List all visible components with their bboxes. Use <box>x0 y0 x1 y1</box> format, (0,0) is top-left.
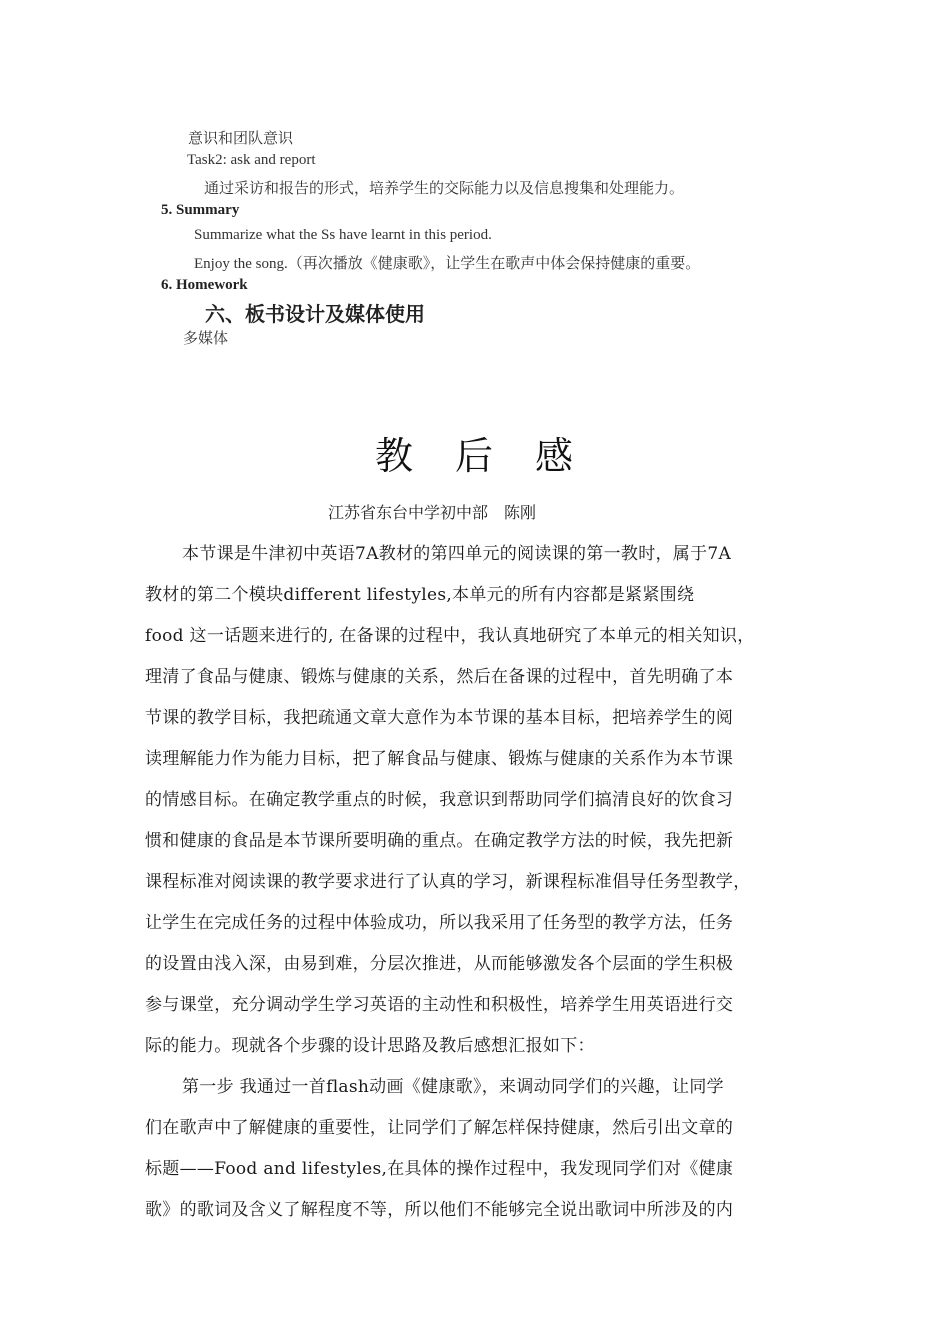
paragraph-line: 惯和健康的食品是本节课所要明确的重点。在确定教学方法的时候，我先把新 <box>145 831 734 851</box>
paragraph-line: 理清了食品与健康、锻炼与健康的关系，然后在备课的过程中，首先明确了本 <box>145 667 734 687</box>
section-six-heading: 六、板书设计及媒体使用 <box>205 302 425 326</box>
paragraph-line: 的情感目标。在确定教学重点的时候，我意识到帮助同学们搞清良好的饮食习 <box>145 790 734 810</box>
paragraph-line: 们在歌声中了解健康的重要性，让同学们了解怎样保持健康，然后引出文章的 <box>145 1118 734 1138</box>
paragraph-line: 节课的教学目标，我把疏通文章大意作为本节课的基本目标，把培养学生的阅 <box>145 708 734 728</box>
paragraph-line: 教材的第二个模块different lifestyles,本单元的所有内容都是紧紧围绕 <box>145 585 695 605</box>
paragraph-line: 参与课堂，充分调动学生学习英语的主动性和积极性，培养学生用英语进行交 <box>145 995 734 1015</box>
summary-line-1: Summarize what the Ss have learnt in this period. <box>194 227 492 243</box>
paragraph-line: 歌》的歌词及含义了解程度不等，所以他们不能够完全说出歌词中所涉及的内 <box>145 1200 734 1220</box>
paragraph-line: 际的能力。现就各个步骤的设计思路及教后感想汇报如下： <box>145 1036 595 1056</box>
paragraph-line: 课程标准对阅读课的教学要求进行了认真的学习，新课程标准倡导任务型教学， <box>145 872 751 892</box>
paragraph-line: 第一步 我通过一首flash动画《健康歌》，来调动同学们的兴趣，让同学 <box>182 1077 724 1097</box>
paragraph-line: 的设置由浅入深，由易到难，分层次推进，从而能够激发各个层面的学生积极 <box>145 954 734 974</box>
reflection-title: 教后感 <box>375 434 616 478</box>
media-text: 多媒体 <box>183 331 229 347</box>
paragraph-line: food 这一话题来进行的, 在备课的过程中，我认真地研究了本单元的相关知识， <box>145 626 755 646</box>
paragraph-line: 本节课是牛津初中英语7A教材的第四单元的阅读课的第一教时，属于7A <box>182 544 732 564</box>
summary-line-2: Enjoy the song.（再次播放《健康歌》，让学生在歌声中体会保持健康的重要。 <box>194 256 701 272</box>
summary-heading: 5. Summary <box>161 202 240 218</box>
paragraph-line: 标题——Food and lifestyles,在具体的操作过程中，我发现同学们对《健康 <box>145 1159 734 1179</box>
text-line-teamwork: 意识和团队意识 <box>188 131 294 147</box>
task2-label: Task2: ask and report <box>187 152 316 168</box>
homework-heading: 6. Homework <box>161 277 248 293</box>
paragraph-line: 读理解能力作为能力目标，把了解食品与健康、锻炼与健康的关系作为本节课 <box>145 749 734 769</box>
task2-description: 通过采访和报告的形式，培养学生的交际能力以及信息搜集和处理能力。 <box>204 181 685 197</box>
paragraph-line: 让学生在完成任务的过程中体验成功，所以我采用了任务型的教学方法，任务 <box>145 913 734 933</box>
author-line: 江苏省东台中学初中部 陈刚 <box>328 503 537 522</box>
